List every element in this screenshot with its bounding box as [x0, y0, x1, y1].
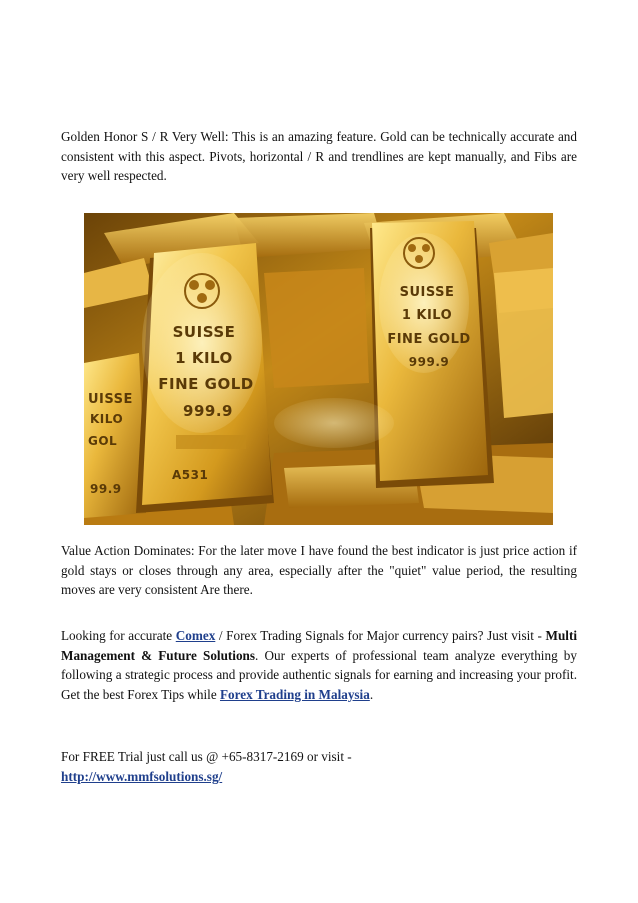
right-bar-purity: 999.9 [408, 355, 450, 369]
left-bar-purity: 999.9 [183, 402, 233, 420]
edge-bar-line1: UISSE [88, 392, 133, 407]
paragraph-value-action [61, 541, 577, 600]
left-bar-stamp [176, 435, 246, 449]
right-bar-weight: 1 KILO [401, 308, 453, 323]
left-gold-bar [136, 243, 274, 513]
edge-bar-line3: GOL [88, 434, 118, 448]
paragraph-free-trial [61, 747, 577, 786]
signals-text-after-comex: / Forex Trading Signals for Major currency pairs? Just visit - [215, 628, 546, 643]
paragraph-support-resistance [61, 127, 577, 186]
forex-trading-malaysia-link[interactable]: Forex Trading in Malaysia [219, 686, 370, 702]
gold-bars-illustration [84, 213, 553, 525]
free-trial-text: For FREE Trial just call us @ +65-8317-2169 or visit - [61, 749, 352, 764]
right-bar-grade: FINE GOLD [387, 332, 471, 347]
left-bar-grade: FINE GOLD [158, 375, 254, 393]
left-bar-brand: SUISSE [172, 323, 236, 341]
reflection-highlight [274, 398, 394, 448]
right-gold-bar [370, 221, 494, 488]
edge-bar-line2: KILO [90, 412, 124, 426]
edge-bar-line4: 99.9 [90, 482, 122, 496]
left-bar-serial: A531 [172, 468, 209, 482]
company-name: Multi Management & Future Solutions [61, 628, 578, 663]
paragraph-signals [61, 626, 577, 704]
signals-end-text: . [369, 686, 374, 702]
signals-body-text: . Our experts of professional team analyze everything by following a strategic process and provide authentic signals for earning and increasing your profit. Get the best Forex Tips while [61, 647, 577, 702]
edge-gold-bar [84, 353, 146, 518]
comex-link[interactable]: Comex [175, 628, 216, 643]
paragraph-value-action-text: Value Action Dominates: For the later move I have found the best indicator is just price action if gold stays or closes through any area, especially after the "quiet" value period, the resulting moves are very consistent Are there. [61, 543, 577, 598]
far-right-bar [494, 268, 553, 418]
paragraph-support-resistance-text: Golden Honor S / R Very Well: This is an amazing feature. Gold can be technically accurate and consistent with this aspect. Pivots, horizontal / R and trendlines are kept manually, and Fibs are very well respected. [61, 129, 577, 184]
signals-intro-text: Looking for accurate [61, 628, 176, 643]
left-bar-weight: 1 KILO [175, 349, 233, 367]
gold-bars-image [84, 213, 553, 525]
right-bar-brand: SUISSE [399, 285, 455, 300]
website-link[interactable]: http://www.mmfsolutions.sg/ [61, 768, 223, 784]
